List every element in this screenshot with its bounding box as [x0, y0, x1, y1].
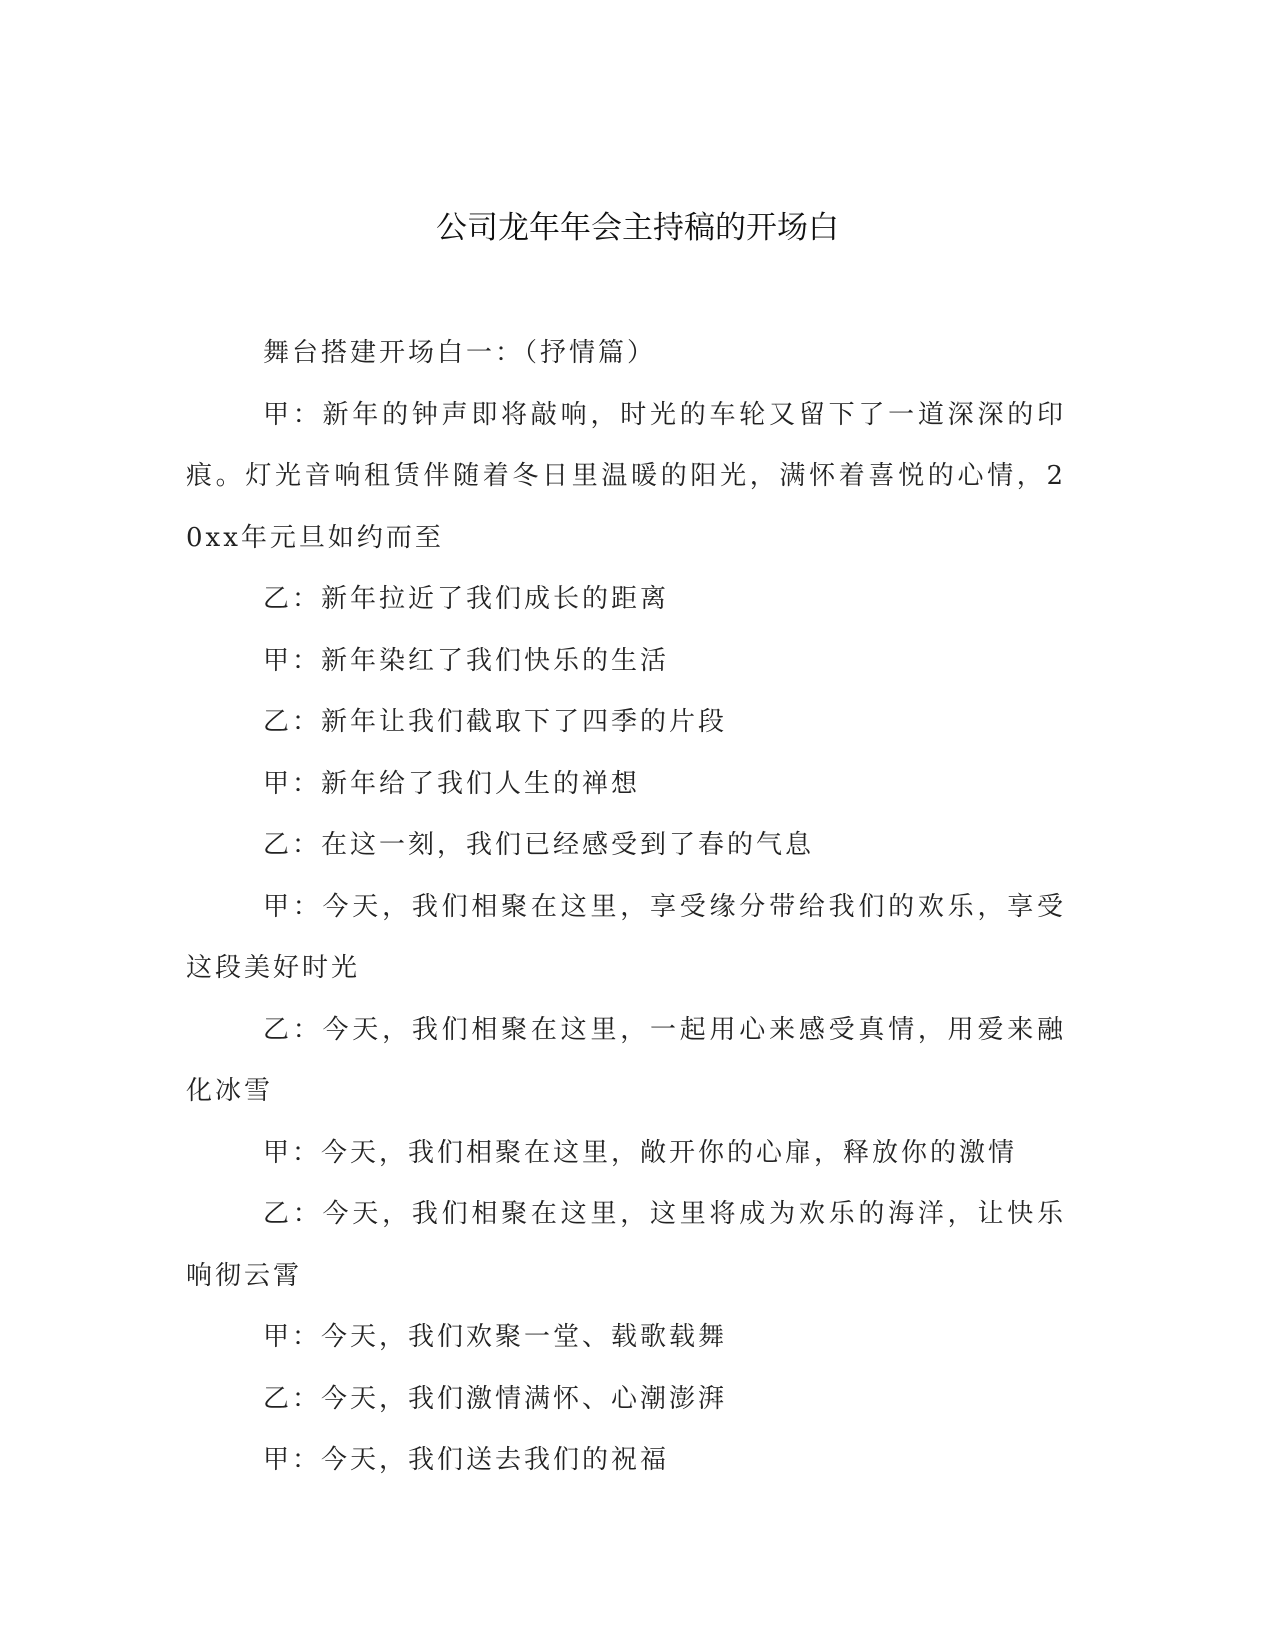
paragraph-dialogue: 甲：新年染红了我们快乐的生活: [263, 645, 670, 676]
paragraph-dialogue: 乙：今天，我们激情满怀、心潮澎湃: [263, 1383, 728, 1414]
paragraph-dialogue: 甲：新年给了我们人生的禅想: [263, 768, 641, 799]
document-title: 公司龙年年会主持稿的开场白: [436, 210, 839, 246]
paragraph-dialogue: 甲：今天，我们相聚在这里，享受缘分带给我们的欢乐，享受这段美好时光: [186, 891, 1066, 983]
paragraph-dialogue: 甲：今天，我们相聚在这里，敞开你的心扉，释放你的激情: [263, 1137, 1018, 1168]
paragraph-dialogue: 甲：今天，我们欢聚一堂、载歌载舞: [263, 1322, 728, 1352]
paragraph-dialogue: 乙：今天，我们相聚在这里，一起用心来感受真情，用爱来融化冰雪: [186, 1014, 1066, 1106]
paragraph-dialogue: 甲：今天，我们送去我们的祝福: [263, 1445, 670, 1475]
paragraph-section-heading: 舞台搭建开场白一：（抒情篇）: [263, 338, 657, 368]
paragraph-dialogue: 甲：新年的钟声即将敲响，时光的车轮又留下了一道深深的印痕。灯光音响租赁伴随着冬日里温暖的阳光，满怀着喜悦的心情，20xx年元旦如约而至: [186, 399, 1066, 553]
paragraph-dialogue: 乙：在这一刻，我们已经感受到了春的气息: [263, 830, 815, 860]
document-body: [186, 323, 1066, 1492]
paragraph-dialogue: 乙：新年让我们截取下了四季的片段: [263, 707, 728, 737]
paragraph-dialogue: 乙：今天，我们相聚在这里，这里将成为欢乐的海洋，让快乐响彻云霄: [186, 1199, 1066, 1291]
paragraph-dialogue: 乙：新年拉近了我们成长的距离: [263, 584, 670, 614]
